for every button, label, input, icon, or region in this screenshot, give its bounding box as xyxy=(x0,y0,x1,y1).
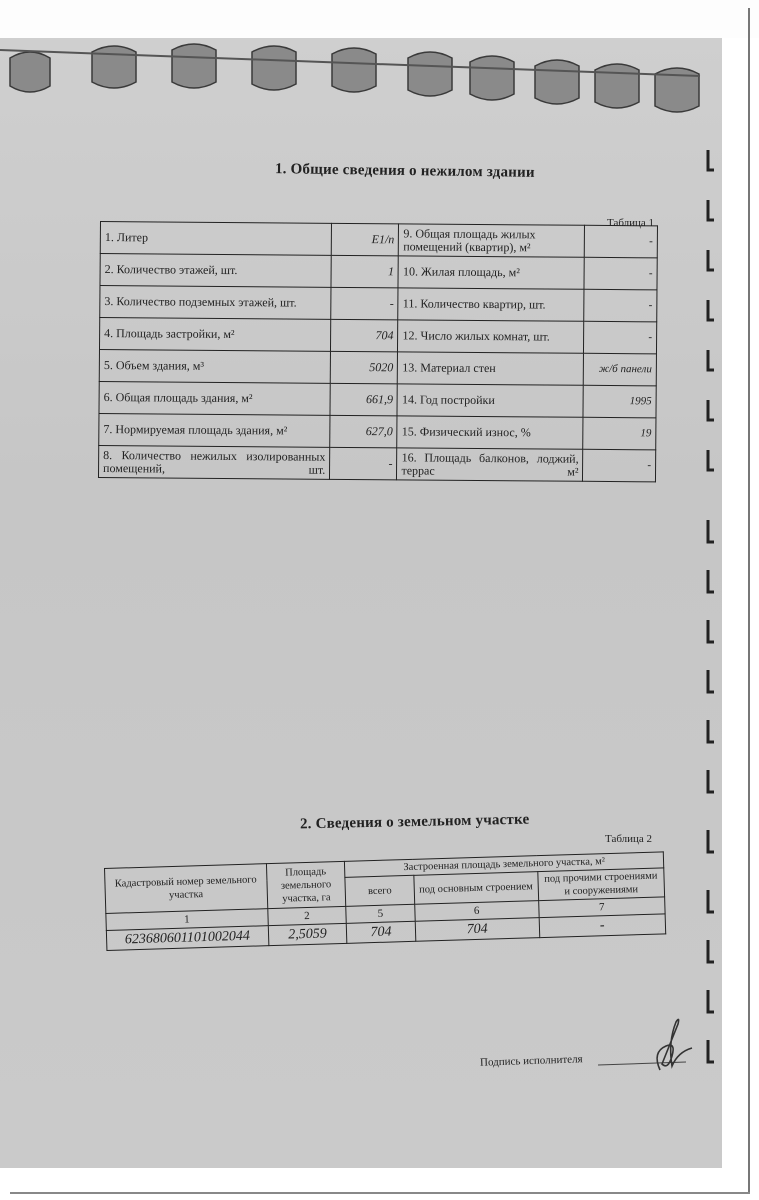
built-main: 704 xyxy=(415,918,540,942)
header-main: под основным строением xyxy=(414,872,539,905)
row-value: - xyxy=(584,289,657,322)
scanned-page xyxy=(0,38,722,1168)
section1-title: 1. Общие сведения о нежилом здании xyxy=(274,161,535,181)
row-label: 16. Площадь балконов, лоджий, террас м² xyxy=(397,448,583,481)
col-number: 2 xyxy=(267,906,346,925)
row-label: 4. Площадь застройки, м² xyxy=(99,318,330,352)
handwritten-signature xyxy=(630,1010,700,1080)
table-row xyxy=(99,413,656,449)
built-other: - xyxy=(539,914,666,938)
row-value: 1 xyxy=(331,255,398,288)
row-value: - xyxy=(331,287,398,320)
row-label: 11. Количество квартир, шт. xyxy=(398,288,584,321)
row-value: - xyxy=(585,225,658,258)
binding-spiral xyxy=(0,38,722,128)
row-label: 2. Количество этажей, шт. xyxy=(100,254,331,288)
table-row xyxy=(99,318,656,354)
header-other: под прочими строениями и сооружениями xyxy=(538,868,665,901)
row-value: - xyxy=(584,321,657,354)
row-label: 15. Физический износ, % xyxy=(397,416,583,449)
col-number: 1 xyxy=(106,909,268,931)
row-value: 1995 xyxy=(583,385,656,418)
row-label: 6. Общая площадь здания, м² xyxy=(99,381,330,415)
row-value: 661,9 xyxy=(330,383,397,416)
row-label: 1. Литер xyxy=(100,222,331,256)
plot-area: 2,5059 xyxy=(268,923,347,945)
table-row xyxy=(99,349,656,385)
row-value: 704 xyxy=(331,319,398,352)
row-label: 13. Материал стен xyxy=(398,352,584,385)
table-row xyxy=(100,222,657,258)
building-info-table xyxy=(98,221,658,482)
page-border-bottom xyxy=(10,1192,750,1194)
cadastral-number: 623680601101002044 xyxy=(106,926,268,951)
row-value: 627,0 xyxy=(330,415,397,448)
row-label: 5. Объем здания, м³ xyxy=(99,349,330,383)
row-label: 7. Нормируемая площадь здания, м² xyxy=(99,413,330,447)
row-value: Е1/п xyxy=(331,223,398,256)
col-number: 6 xyxy=(414,901,538,922)
table-row xyxy=(98,445,655,481)
row-label: 10. Жилая площадь, м² xyxy=(398,256,584,289)
built-total: 704 xyxy=(347,921,416,943)
row-label: 9. Общая площадь жилых помещений (квартир), м² xyxy=(399,224,585,257)
table1-caption: Таблица 1 xyxy=(607,217,655,229)
row-label: 8. Количество нежилых изолированных помещений, шт. xyxy=(98,445,329,479)
table-row xyxy=(100,286,657,322)
row-value: ж/б панели xyxy=(584,353,657,386)
table2-caption: Таблица 2 xyxy=(605,833,653,845)
section2-title: 2. Сведения о земельном участке xyxy=(299,811,530,833)
page-border-right xyxy=(748,8,750,1193)
row-value: - xyxy=(583,449,656,482)
col-number: 7 xyxy=(538,897,665,918)
land-plot-table xyxy=(104,851,666,951)
signature-label: Подпись исполнителя xyxy=(479,1053,583,1069)
row-value: - xyxy=(330,447,397,480)
col-number: 5 xyxy=(346,904,415,923)
row-label: 3. Количество подземных этажей, шт. xyxy=(100,286,331,320)
binding-edge-marks xyxy=(700,130,724,1130)
scan-top-margin xyxy=(0,0,759,38)
row-value: 5020 xyxy=(330,351,397,384)
header-built-area: Застроенная площадь земельного участка, м² xyxy=(345,852,664,877)
row-label: 14. Год постройки xyxy=(397,384,583,417)
header-total: всего xyxy=(345,875,414,906)
header-area: Площадь земельного участка, га xyxy=(266,861,346,908)
row-value: - xyxy=(584,257,657,290)
row-value: 19 xyxy=(583,417,656,450)
table-row xyxy=(100,254,657,290)
header-cadastral: Кадастровый номер земельного участка xyxy=(105,864,268,914)
row-label: 12. Число жилых комнат, шт. xyxy=(398,320,584,353)
table-row xyxy=(99,381,656,417)
